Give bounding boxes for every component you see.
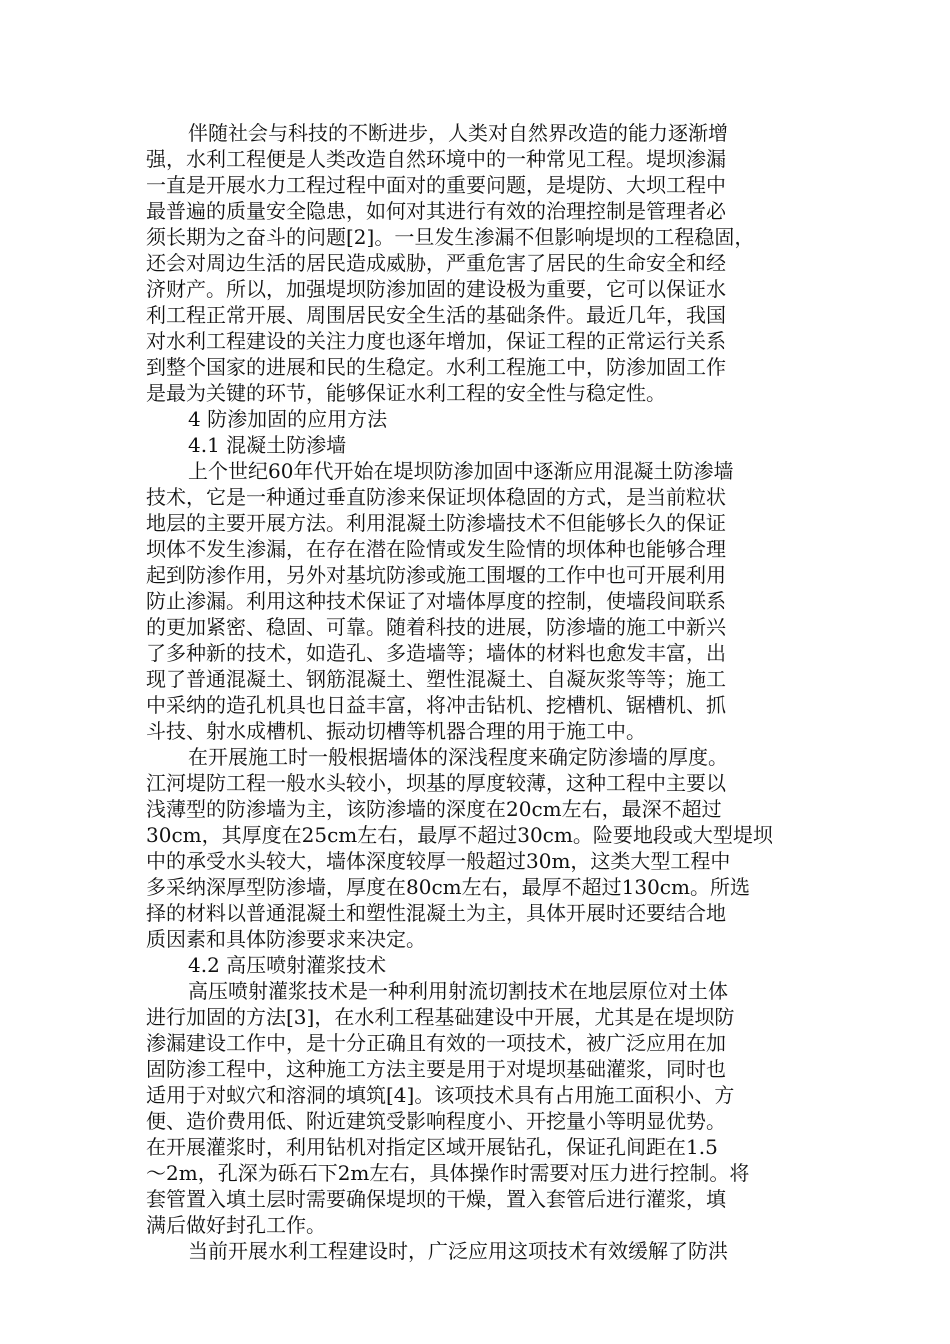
text-line: 伴随社会与科技的不断进步，人类对自然界改造的能力逐渐增 bbox=[188, 121, 728, 145]
text-line: 防止渗漏。利用这种技术保证了对墙体厚度的控制，使墙段间联系 bbox=[146, 589, 726, 613]
text-line: 进行加固的方法[3]，在水利工程基础建设中开展，尤其是在堤坝防 bbox=[146, 1005, 735, 1029]
text-line: 技术，它是一种通过垂直防渗来保证坝体稳固的方式，是当前粒状 bbox=[146, 485, 726, 509]
paragraph bbox=[146, 744, 806, 952]
text-line: 4.1 混凝土防渗墙 bbox=[188, 433, 347, 457]
text-line: 是最为关键的环节，能够保证水利工程的安全性与稳定性。 bbox=[146, 381, 666, 405]
text-line: 最普遍的质量安全隐患，如何对其进行有效的治理控制是管理者必 bbox=[146, 199, 726, 223]
text-line: 江河堤防工程一般水头较小，坝基的厚度较薄，这种工程中主要以 bbox=[146, 771, 726, 795]
text-line: 起到防渗作用，另外对基坑防渗或施工围堰的工作中也可开展利用 bbox=[146, 563, 726, 587]
text-line: 利工程正常开展、周围居民安全生活的基础条件。最近几年，我国 bbox=[146, 303, 726, 327]
text-line: 到整个国家的进展和民的生稳定。水利工程施工中，防渗加固工作 bbox=[146, 355, 726, 379]
text-line: 对水利工程建设的关注力度也逐年增加，保证工程的正常运行关系 bbox=[146, 329, 726, 353]
text-line: 还会对周边生活的居民造成威胁，严重危害了居民的生命安全和经 bbox=[146, 251, 726, 275]
document-page bbox=[146, 120, 806, 1264]
text-line: 4 防渗加固的应用方法 bbox=[188, 407, 388, 431]
text-line: 当前开展水利工程建设时，广泛应用这项技术有效缓解了防洪 bbox=[188, 1239, 728, 1263]
text-line: ～2m，孔深为砾石下2m左右，具体操作时需要对压力进行控制。将 bbox=[146, 1161, 750, 1185]
text-line: 套管置入填土层时需要确保堤坝的干燥，置入套管后进行灌浆，填 bbox=[146, 1187, 726, 1211]
text-line: 须长期为之奋斗的问题[2]。一旦发生渗漏不但影响堤坝的工程稳固， bbox=[146, 225, 755, 249]
text-line: 中的承受水头较大，墙体深度较厚一般超过30m，这类大型工程中 bbox=[146, 849, 731, 873]
text-line: 浅薄型的防渗墙为主，该防渗墙的深度在20cm左右，最深不超过 bbox=[146, 797, 722, 821]
text-line: 4.2 高压喷射灌浆技术 bbox=[188, 953, 387, 977]
text-line: 一直是开展水力工程过程中面对的重要问题，是堤防、大坝工程中 bbox=[146, 173, 726, 197]
text-line: 30cm，其厚度在25cm左右，最厚不超过30cm。险要地段或大型堤坝 bbox=[146, 823, 773, 847]
text-line: 高压喷射灌浆技术是一种利用射流切割技术在地层原位对土体 bbox=[188, 979, 728, 1003]
text-line: 择的材料以普通混凝土和塑性混凝土为主，具体开展时还要结合地 bbox=[146, 901, 726, 925]
text-line: 现了普通混凝土、钢筋混凝土、塑性混凝土、自凝灰浆等等；施工 bbox=[146, 667, 726, 691]
text-line: 在开展施工时一般根据墙体的深浅程度来确定防渗墙的厚度。 bbox=[188, 745, 728, 769]
text-line: 便、造价费用低、附近建筑受影响程度小、开挖量小等明显优势。 bbox=[146, 1109, 726, 1133]
text-line: 渗漏建设工作中，是十分正确且有效的一项技术，被广泛应用在加 bbox=[146, 1031, 726, 1055]
text-line: 地层的主要开展方法。利用混凝土防渗墙技术不但能够长久的保证 bbox=[146, 511, 726, 535]
text-line: 适用于对蚁穴和溶洞的填筑[4]。该项技术具有占用施工面积小、方 bbox=[146, 1083, 735, 1107]
text-line: 在开展灌浆时，利用钻机对指定区域开展钻孔，保证孔间距在1.5 bbox=[146, 1135, 718, 1159]
text-line: 坝体不发生渗漏，在存在潜在险情或发生险情的坝体种也能够合理 bbox=[146, 537, 726, 561]
paragraph bbox=[146, 458, 806, 744]
paragraph bbox=[146, 978, 806, 1238]
paragraph bbox=[146, 1238, 806, 1264]
text-line: 多采纳深厚型防渗墙，厚度在80cm左右，最厚不超过130cm。所选 bbox=[146, 875, 750, 899]
text-line: 满后做好封孔工作。 bbox=[146, 1213, 326, 1237]
text-line: 斗技、射水成槽机、振动切槽等机器合理的用于施工中。 bbox=[146, 719, 646, 743]
text-line: 中采纳的造孔机具也日益丰富，将冲击钻机、挖槽机、锯槽机、抓 bbox=[146, 693, 726, 717]
text-line: 的更加紧密、稳固、可靠。随着科技的进展，防渗墙的施工中新兴 bbox=[146, 615, 726, 639]
text-line: 强，水利工程便是人类改造自然环境中的一种常见工程。堤坝渗漏 bbox=[146, 147, 726, 171]
text-line: 济财产。所以，加强堤坝防渗加固的建设极为重要，它可以保证水 bbox=[146, 277, 726, 301]
section-heading bbox=[146, 952, 806, 978]
text-line: 上个世纪60年代开始在堤坝防渗加固中逐渐应用混凝土防渗墙 bbox=[188, 459, 734, 483]
section-heading bbox=[146, 406, 806, 432]
paragraph bbox=[146, 120, 806, 406]
section-heading bbox=[146, 432, 806, 458]
text-line: 固防渗工程中，这种施工方法主要是用于对堤坝基础灌浆，同时也 bbox=[146, 1057, 726, 1081]
text-line: 质因素和具体防渗要求来决定。 bbox=[146, 927, 426, 951]
text-line: 了多种新的技术，如造孔、多造墙等；墙体的材料也愈发丰富，出 bbox=[146, 641, 726, 665]
